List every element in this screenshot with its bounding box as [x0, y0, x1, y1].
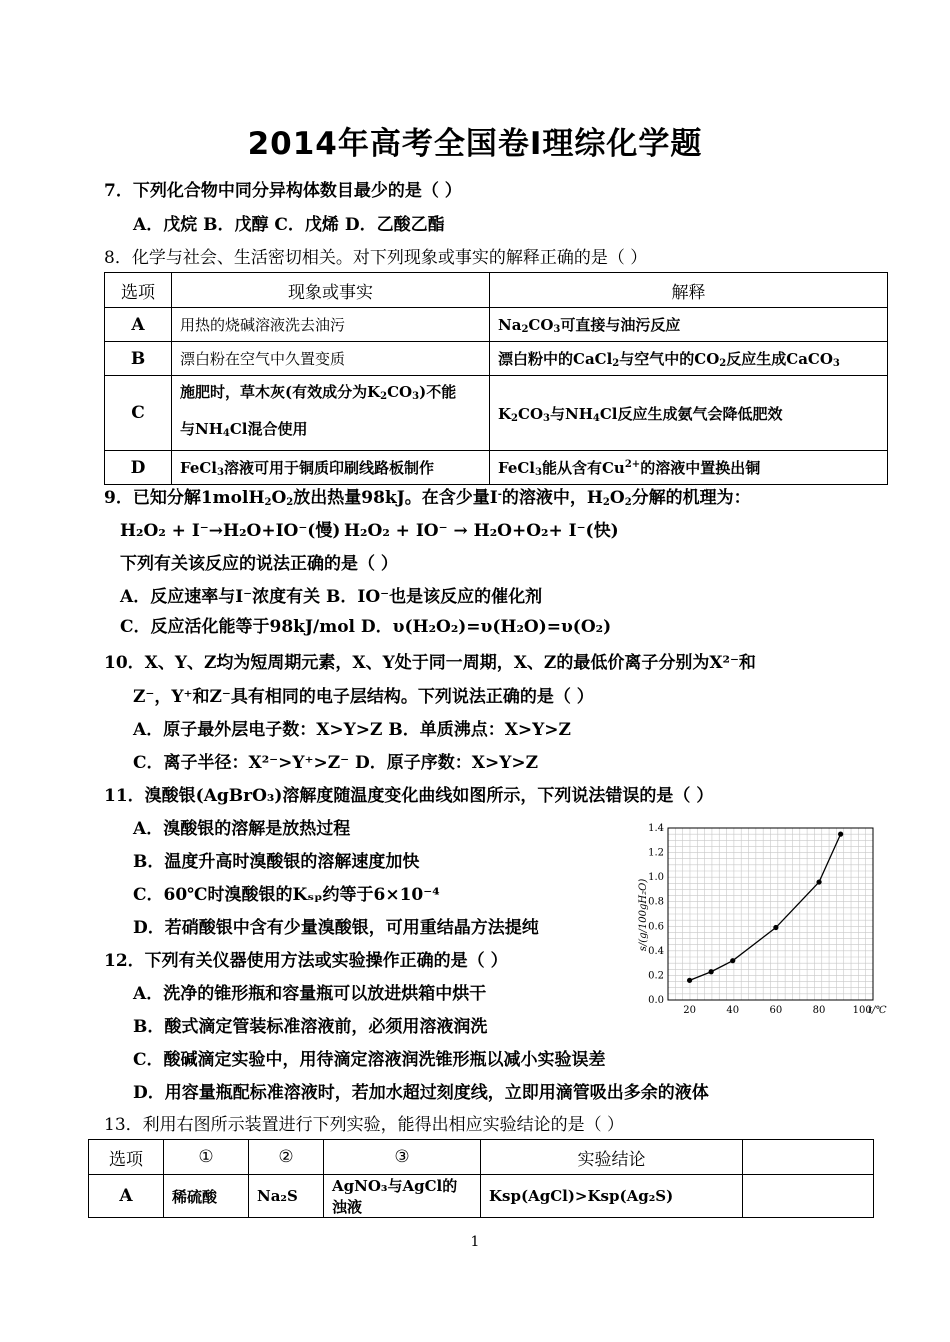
q10-options-ab: A．原子最外层电子数：X>Y>Z B．单质沸点：X>Y>Z [133, 720, 571, 740]
data-point [709, 969, 714, 974]
y-tick-label: 1.4 [648, 823, 664, 834]
table-row [105, 451, 888, 485]
y-tick-label: 1.2 [648, 847, 664, 859]
q7-options: A．戊烷 B．戊醇 C．戊烯 D．乙酸乙酯 [133, 215, 445, 235]
y-tick-label: 0.8 [648, 896, 664, 908]
q8-row-option: A [105, 308, 172, 342]
q11-option-c: C．60℃时溴酸银的Kₛₚ约等于6×10⁻⁴ [133, 885, 440, 905]
q11-option-a: A．溴酸银的溶解是放热过程 [133, 819, 351, 839]
chart-x-ticks [683, 1005, 872, 1016]
q7-stem: 7．下列化合物中同分异构体数目最少的是（ ） [104, 181, 462, 201]
table-row [105, 342, 888, 376]
chart-ylabel: s/(g/100gH₂O) [638, 878, 649, 952]
x-tick-label: 60 [769, 1005, 783, 1016]
q13-header-1: ① [164, 1140, 249, 1175]
chart-grid [668, 828, 873, 1000]
data-point [730, 958, 735, 963]
q9-stem: 9．已知分解$1molH_2O_2$放出热量98kJ。在含少量I-的溶液中，$H_2O_2$分解的机理为： [104, 488, 751, 508]
data-point [816, 879, 821, 884]
q13-row-reagent-3: AgNO₃与AgCl的浊液 [324, 1175, 481, 1218]
q12-stem: 12．下列有关仪器使用方法或实验操作正确的是（ ） [104, 951, 508, 971]
q9-mechanism-fast: H₂O₂ + IO⁻ → H₂O+O₂+ I⁻(快) [344, 521, 619, 541]
q8-header-fact: 现象或事实 [172, 273, 490, 308]
q8-row-explanation: 漂白粉中的CaCl$_2$与空气中的$CO_2$反应生成CaCO$_3$ [490, 342, 888, 376]
q8-row-explanation: $Na_2CO_3$可直接与油污反应 [490, 308, 888, 342]
q8-row-option: B [105, 342, 172, 376]
q13-header-conclusion: 实验结论 [481, 1140, 743, 1175]
y-tick-label: 1.0 [648, 872, 664, 884]
q10-stem-line2: Z⁻，Y⁺和Z⁻具有相同的电子层结构。下列说法正确的是（ ） [133, 687, 594, 707]
q8-row-fact: 施肥时，草木灰(有效成分为$K_2CO_3$)不能 与$NH_4Cl$混合使用 [172, 376, 490, 451]
q8-table [104, 272, 888, 485]
q13-row-empty [743, 1175, 874, 1218]
q13-row-conclusion: Ksp(AgCl)>Ksp(Ag₂S) [481, 1175, 743, 1218]
table-row [105, 376, 888, 451]
q8-row-explanation: FeCl$_3$能从含有$Cu^{2+}$的溶液中置换出铜 [490, 451, 888, 485]
q8-row-fact: FeCl$_3$溶液可用于铜质印刷线路板制作 [172, 451, 490, 485]
q10-stem-line1: 10．X、Y、Z均为短周期元素，X、Y处于同一周期，X、Z的最低价离子分别为X²⁻和 [104, 653, 756, 673]
x-tick-label: 20 [683, 1005, 696, 1016]
q8-row-option: D [105, 451, 172, 485]
y-tick-label: 0.2 [648, 970, 664, 982]
data-point [687, 978, 692, 983]
q10-options-cd: C．离子半径：X²⁻>Y⁺>Z⁻ D．原子序数：X>Y>Z [133, 753, 539, 773]
q12-option-b: B．酸式滴定管装标准溶液前，必须用溶液润洗 [133, 1017, 488, 1037]
y-tick-label: 0.0 [648, 995, 664, 1006]
q8-stem: 8．化学与社会、生活密切相关。对下列现象或事实的解释正确的是（ ） [104, 248, 648, 268]
q12-option-d: D．用容量瓶配标准溶液时，若加水超过刻度线，立即用滴管吸出多余的液体 [133, 1083, 709, 1103]
q8-row-fact: 用热的烧碱溶液洗去油污 [172, 308, 490, 342]
q9-mechanism-slow: H₂O₂ + I⁻→H₂O+IO⁻(慢) [120, 521, 341, 541]
q13-row-reagent-2: Na₂S [249, 1175, 324, 1218]
table-row [89, 1175, 874, 1218]
q8-row-explanation: $K_2CO_3$与$NH_4Cl$反应生成氨气会降低肥效 [490, 376, 888, 451]
x-tick-label: 40 [726, 1005, 740, 1016]
q8-header-explanation: 解释 [490, 273, 888, 308]
y-tick-label: 0.6 [648, 921, 664, 933]
q11-option-b: B．温度升高时溴酸银的溶解速度加快 [133, 852, 420, 872]
chart-series-line [690, 834, 841, 980]
q13-table [88, 1139, 874, 1218]
q8-header-option: 选项 [105, 273, 172, 308]
q13-header-3: ③ [324, 1140, 481, 1175]
data-point [838, 832, 843, 837]
q13-row-option: A [89, 1175, 164, 1218]
q9-options-ab: A．反应速率与I⁻浓度有关 B．IO⁻也是该反应的催化剂 [120, 587, 543, 607]
q12-option-a: A．洗净的锥形瓶和容量瓶可以放进烘箱中烘干 [133, 984, 487, 1004]
q13-header-2: ② [249, 1140, 324, 1175]
page-number: 1 [470, 1234, 480, 1250]
q9-options-cd: C．反应活化能等于98kJ/mol D．υ(H₂O₂)=υ(H₂O)=υ(O₂) [120, 617, 612, 637]
x-tick-label: 100 [852, 1005, 872, 1016]
solubility-chart [638, 823, 898, 1023]
x-tick-label: 80 [812, 1005, 826, 1016]
q13-header-empty [743, 1140, 874, 1175]
chart-xlabel: t/℃ [868, 1005, 887, 1016]
chart-points [687, 832, 843, 983]
q11-stem: 11．溴酸银(AgBrO₃)溶解度随温度变化曲线如图所示，下列说法错误的是（ ） [104, 786, 714, 806]
q11-option-d: D．若硝酸银中含有少量溴酸银，可用重结晶方法提纯 [133, 918, 539, 938]
q13-header-option: 选项 [89, 1140, 164, 1175]
q9-ask: 下列有关该反应的说法正确的是（ ） [120, 554, 398, 574]
q13-row-reagent-1: 稀硫酸 [164, 1175, 249, 1218]
y-tick-label: 0.4 [648, 945, 664, 957]
data-point [773, 925, 778, 930]
q8-row-option: C [105, 376, 172, 451]
page-title: 2014年高考全国卷I理综化学题 [247, 126, 703, 162]
q13-stem: 13．利用右图所示装置进行下列实验，能得出相应实验结论的是（ ） [104, 1115, 625, 1135]
chart-y-ticks [648, 823, 664, 1006]
table-row [105, 308, 888, 342]
q8-row-fact: 漂白粉在空气中久置变质 [172, 342, 490, 376]
q12-option-c: C．酸碱滴定实验中，用待滴定溶液润洗锥形瓶以减小实验误差 [133, 1050, 606, 1070]
